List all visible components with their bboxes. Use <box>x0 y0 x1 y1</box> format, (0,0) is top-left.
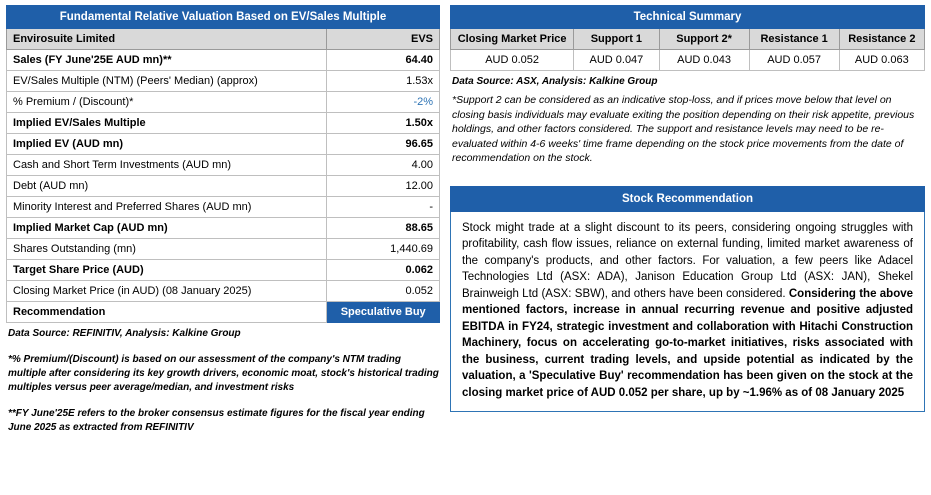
valuation-source-note: Data Source: REFINITIV, Analysis: Kalkine Group <box>8 328 241 339</box>
table-row <box>7 113 440 134</box>
row-value: 0.062 <box>327 260 440 281</box>
technical-source-note: Data Source: ASX, Analysis: Kalkine Group <box>452 76 658 87</box>
row-label: Target Share Price (AUD) <box>7 260 327 281</box>
table-row <box>7 134 440 155</box>
valuation-section <box>6 5 440 435</box>
row-label: Cash and Short Term Investments (AUD mn) <box>7 155 327 176</box>
table-row <box>7 281 440 302</box>
valuation-footnote-1: *% Premium/(Discount) is based on our assessment of the company's NTM trading multiple after considering its key growth drivers, economic moat, stock's historical trading multiples versus peer average/median, and investment risks <box>8 354 439 393</box>
value-support-2: AUD 0.043 <box>659 50 749 71</box>
valuation-title: Fundamental Relative Valuation Based on EV/Sales Multiple <box>7 6 440 29</box>
value-resistance-2: AUD 0.063 <box>839 50 924 71</box>
column-header-closing-price: Closing Market Price <box>451 29 574 50</box>
row-label: % Premium / (Discount)* <box>7 92 327 113</box>
table-row <box>7 50 440 71</box>
column-header-resistance-1: Resistance 1 <box>749 29 839 50</box>
technical-title-row <box>451 6 925 29</box>
table-row <box>7 176 440 197</box>
row-label: EV/Sales Multiple (NTM) (Peers' Median) (approx) <box>7 71 327 92</box>
row-label: Implied EV/Sales Multiple <box>7 113 327 134</box>
table-row <box>7 239 440 260</box>
technical-header-row <box>451 29 925 50</box>
row-value: 4.00 <box>327 155 440 176</box>
table-row <box>7 260 440 281</box>
technical-summary-section <box>450 5 925 166</box>
row-label: Implied EV (AUD mn) <box>7 134 327 155</box>
status-badge: Speculative Buy <box>327 302 440 323</box>
row-value: 88.65 <box>327 218 440 239</box>
stock-recommendation-text-part-1: Stock might trade at a slight discount to its peers, considering ongoing struggles with profitability, cash flow issues, reliance on external funding, limited market awareness of the company's products, and other factors. For valuation, a few peers like Adacel Technologies Ltd (ASX: ADA), Janison Education Group Ltd (ASX: JAN), Shekel Brainweigh Ltd (ASX: SBW), and others have been considered. <box>462 221 913 300</box>
table-row <box>7 155 440 176</box>
stock-recommendation-section <box>450 186 925 413</box>
technical-disclaimer-note: *Support 2 can be considered as an indicative stop-loss, and if prices move below that level on closing basis individuals may evaluate exiting the position depending on their risk appetite, previous holdings, and other factors considered. The support and resistance levels may need to be re-evaluated within 4-6 weeks' time frame depending on the stock price movements from the date of recommendation on the stock. <box>452 94 915 164</box>
row-value: - <box>327 197 440 218</box>
valuation-title-row <box>7 6 440 29</box>
row-value: 12.00 <box>327 176 440 197</box>
technical-summary-title: Technical Summary <box>451 6 925 29</box>
technical-summary-table <box>450 5 925 71</box>
row-value: 1.53x <box>327 71 440 92</box>
valuation-subheader-row <box>7 29 440 50</box>
table-row <box>7 92 440 113</box>
ticker-code: EVS <box>327 29 440 50</box>
row-label: Shares Outstanding (mn) <box>7 239 327 260</box>
row-value: 96.65 <box>327 134 440 155</box>
row-value: 0.052 <box>327 281 440 302</box>
table-row <box>7 197 440 218</box>
row-label: Sales (FY June'25E AUD mn)** <box>7 50 327 71</box>
stock-recommendation-title: Stock Recommendation <box>450 186 925 212</box>
column-header-resistance-2: Resistance 2 <box>839 29 924 50</box>
value-closing-price: AUD 0.052 <box>451 50 574 71</box>
row-value: 64.40 <box>327 50 440 71</box>
stock-recommendation-body <box>450 220 925 413</box>
right-column <box>450 5 925 412</box>
row-label: Minority Interest and Preferred Shares (AUD mn) <box>7 197 327 218</box>
column-header-support-2: Support 2* <box>659 29 749 50</box>
company-name: Envirosuite Limited <box>7 29 327 50</box>
recommendation-row <box>7 302 440 323</box>
valuation-table <box>6 5 440 323</box>
table-row <box>451 50 925 71</box>
table-row <box>7 71 440 92</box>
column-header-support-1: Support 1 <box>574 29 659 50</box>
table-row <box>7 218 440 239</box>
row-label: Debt (AUD mn) <box>7 176 327 197</box>
recommendation-label: Recommendation <box>7 302 327 323</box>
valuation-footnote-2: **FY June'25E refers to the broker consensus estimate figures for the fiscal year ending June 2025 as extracted from REFINITIV <box>8 408 425 433</box>
row-label: Implied Market Cap (AUD mn) <box>7 218 327 239</box>
stock-recommendation-text-part-2: Considering the above mentioned factors, increase in annual recurring revenue and positive adjusted EBITDA in FY24, strategic investment and collaboration with Hitachi Construction Machinery, focus on accelerating go-to-market initiatives, risks associated with the business, current trading levels, and upside potential as indicated by the valuation, a 'Speculative Buy' recommendation has been given on the stock at the closing market price of AUD 0.052 per share, up by ~1.96% as of 08 January 2025 <box>462 287 914 399</box>
value-support-1: AUD 0.047 <box>574 50 659 71</box>
row-value: -2% <box>327 92 440 113</box>
row-label: Closing Market Price (in AUD) (08 January 2025) <box>7 281 327 302</box>
value-resistance-1: AUD 0.057 <box>749 50 839 71</box>
row-value: 1.50x <box>327 113 440 134</box>
row-value: 1,440.69 <box>327 239 440 260</box>
